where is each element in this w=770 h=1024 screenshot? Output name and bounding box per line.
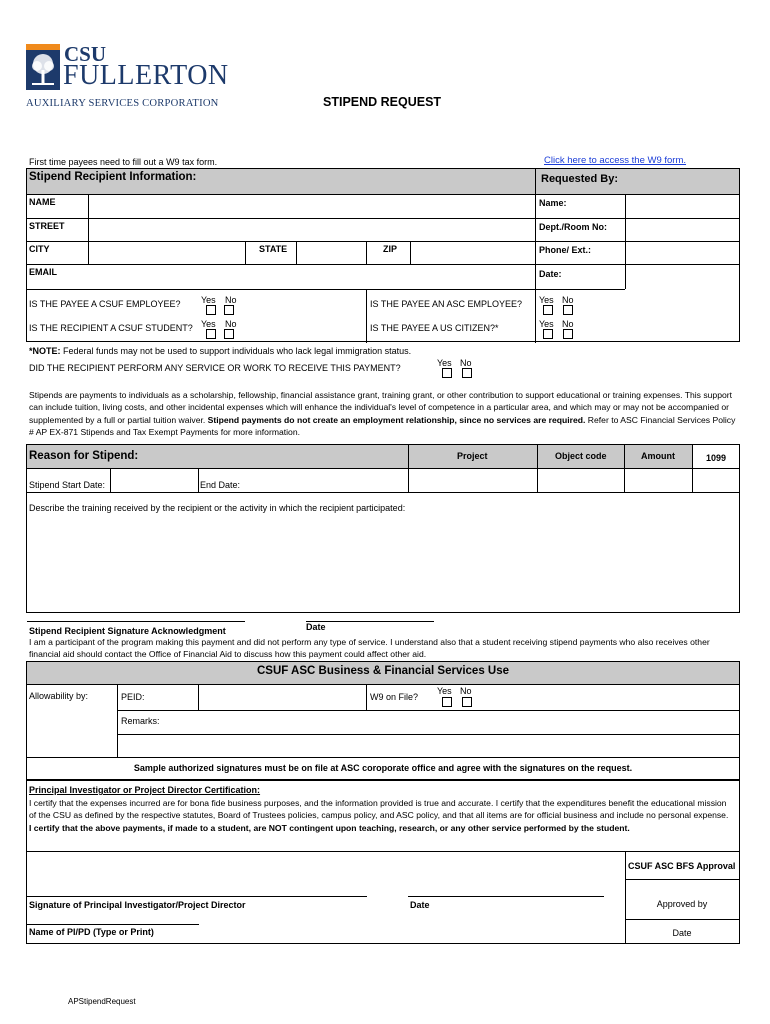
asc-employee-question: IS THE PAYEE AN ASC EMPLOYEE?	[370, 299, 523, 309]
no-label: No	[460, 686, 472, 696]
phone-label: Phone/ Ext.:	[539, 245, 592, 255]
us-citizen-yes-checkbox[interactable]	[543, 329, 553, 339]
allowability-label: Allowability by:	[29, 691, 89, 701]
asc-employee-no-checkbox[interactable]	[563, 305, 573, 315]
street-label: STREET	[29, 221, 65, 231]
city-input[interactable]	[90, 243, 244, 263]
w9-note: First time payees need to fill out a W9 tax form.	[29, 157, 218, 167]
approved-by-field[interactable]	[627, 881, 738, 897]
end-date-label: End Date:	[200, 480, 241, 490]
object-code-input[interactable]	[539, 470, 623, 491]
city-label: CITY	[29, 244, 50, 254]
project-label: Project	[457, 451, 488, 461]
dept-input[interactable]	[627, 220, 738, 240]
w9-no-checkbox[interactable]	[462, 697, 472, 707]
requested-by-heading: Requested By:	[541, 173, 619, 185]
logo-asc: AUXILIARY SERVICES CORPORATION	[26, 98, 219, 109]
service-yes-checkbox[interactable]	[442, 368, 452, 378]
reason-heading: Reason for Stipend:	[29, 450, 139, 462]
certification-text: I certify that the expenses incurred are for bona fide business purposes, and the information provided is true and accurate. I certify that the expenditures benefit the educational mission of the CSU as defined by the respective statutes, Board of Trustees policies, campus policy, and ASC policy, and that all items are for official business and include no personal expense. I certify that the above payments, if made to a student, are NOT contingent upon teaching, research, or any other service performed by the student.	[29, 798, 729, 833]
pi-signature-date-label: Date	[410, 900, 430, 910]
us-citizen-no-checkbox[interactable]	[563, 329, 573, 339]
us-citizen-question: IS THE PAYEE A US CITIZEN?*	[370, 323, 499, 333]
object-code-label: Object code	[555, 451, 607, 461]
stipend-policy-text: Stipends are payments to individuals as a scholarship, fellowship, financial assistance grant, training grant, or other contribution to support educational or training expenses. This support can include tuition, living costs, and other incidental expenses which will enhance the individual's level of competence in a particular area, and which may or may not be accompanied or supplemented by a full or partial tuition waiver. Stipend payments do not create an employment relationship, since no services are required. Refer to ASC Financial Services Policy # AP EX-871 Stipends and Tax Exempt Payments for more information.	[29, 390, 736, 438]
w9-on-file-label: W9 on File?	[370, 692, 419, 702]
zip-label: ZIP	[383, 244, 398, 254]
bfs-approval-label: CSUF ASC BFS Approval	[628, 861, 736, 871]
no-label: No	[225, 295, 237, 305]
csuf-student-question: IS THE RECIPIENT A CSUF STUDENT?	[29, 323, 193, 333]
csuf-student-yes-checkbox[interactable]	[206, 329, 216, 339]
code-1099-label: 1099	[706, 453, 727, 463]
w9-form-link[interactable]: Click here to access the W9 form.	[544, 155, 687, 166]
state-label: STATE	[259, 244, 288, 254]
dept-label: Dept./Room No:	[539, 222, 607, 232]
start-date-input[interactable]	[112, 470, 196, 491]
recipient-heading: Stipend Recipient Information:	[29, 171, 197, 183]
street-input[interactable]	[90, 220, 534, 240]
amount-input[interactable]	[626, 470, 691, 491]
yes-label: Yes	[539, 319, 554, 329]
no-label: No	[562, 319, 574, 329]
service-no-checkbox[interactable]	[462, 368, 472, 378]
peid-input[interactable]	[200, 686, 364, 708]
describe-training-input[interactable]	[28, 516, 738, 611]
approval-date-label: Date	[672, 928, 692, 938]
csuf-employee-question: IS THE PAYEE A CSUF EMPLOYEE?	[29, 299, 181, 309]
no-label: No	[225, 319, 237, 329]
name-input[interactable]	[90, 196, 534, 216]
yes-label: Yes	[437, 358, 452, 368]
email-input[interactable]	[90, 266, 534, 288]
bfs-heading: CSUF ASC Business & Financial Services Use	[256, 665, 510, 677]
state-input[interactable]	[298, 243, 365, 263]
logo-csu: CSU	[64, 42, 107, 66]
amount-label: Amount	[641, 451, 675, 461]
describe-training-label: Describe the training received by the recipient or the activity in which the recipient participated:	[29, 503, 406, 513]
logo	[26, 42, 256, 112]
yes-label: Yes	[437, 686, 452, 696]
recipient-signature-label: Stipend Recipient Signature Acknowledgment	[29, 626, 226, 636]
name-label: NAME	[29, 197, 56, 207]
remarks-label: Remarks:	[121, 716, 160, 726]
csuf-employee-yes-checkbox[interactable]	[206, 305, 216, 315]
approved-by-label: Approved by	[656, 899, 708, 909]
tree-seal-icon	[26, 44, 60, 90]
requester-name-label: Name:	[539, 198, 567, 208]
request-date-label: Date:	[539, 269, 562, 279]
peid-label: PEID:	[121, 692, 145, 702]
start-date-label: Stipend Start Date:	[29, 480, 106, 490]
no-label: No	[460, 358, 472, 368]
recipient-date-label: Date	[306, 622, 326, 632]
project-input[interactable]	[410, 470, 536, 491]
service-question: DID THE RECIPIENT PERFORM ANY SERVICE OR WORK TO RECEIVE THIS PAYMENT?	[29, 363, 401, 373]
yes-label: Yes	[201, 319, 216, 329]
requester-name-input[interactable]	[627, 196, 738, 216]
page-title: STIPEND REQUEST	[323, 95, 442, 109]
footer-form-id: APStipendRequest	[68, 997, 136, 1006]
end-date-input[interactable]	[246, 470, 406, 491]
csuf-employee-no-checkbox[interactable]	[224, 305, 234, 315]
pi-signature-label: Signature of Principal Investigator/Project Director	[29, 900, 246, 910]
logo-fullerton: FULLERTON	[63, 60, 229, 91]
zip-input[interactable]	[412, 243, 534, 263]
email-label: EMAIL	[29, 267, 57, 277]
pi-name-label: Name of PI/PD (Type or Print)	[29, 927, 154, 937]
asc-employee-yes-checkbox[interactable]	[543, 305, 553, 315]
remarks-input[interactable]	[170, 712, 736, 732]
w9-yes-checkbox[interactable]	[442, 697, 452, 707]
acknowledgment-text: I am a participant of the program making this payment and did not perform any type of service. I understand also that a student receiving stipend payments who also receives other financial aid should contact the Office of Financial Aid to discuss how this payment could affect other aid.	[29, 637, 710, 660]
no-label: No	[562, 295, 574, 305]
federal-funds-note: *NOTE: Federal funds may not be used to support individuals who lack legal immigration status.	[29, 346, 412, 356]
signatures-note: Sample authorized signatures must be on file at ASC coroporate office and agree with the signatures on the request.	[133, 763, 633, 773]
request-date-input[interactable]	[627, 266, 738, 288]
yes-label: Yes	[539, 295, 554, 305]
csuf-student-no-checkbox[interactable]	[224, 329, 234, 339]
certification-heading: Principal Investigator or Project Director Certification:	[29, 785, 261, 795]
phone-input[interactable]	[627, 243, 738, 263]
yes-label: Yes	[201, 295, 216, 305]
